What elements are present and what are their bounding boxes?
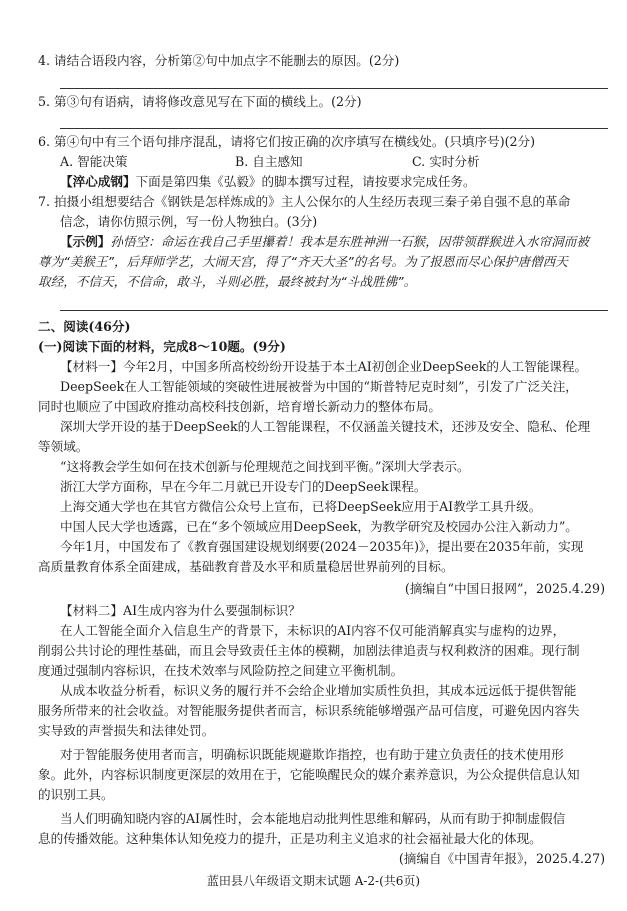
material-1-line: 今年1月，中国发布了《教育强国建设规划纲要(2024－2035年)》，提出要在2035年前，实现 (60, 539, 584, 554)
material-2-line: 息的传播效能。这种集体认知免疫力的提升，正是功利主义追求的社会福祉最大化的体现。 (38, 831, 542, 846)
source-1: (摘编自“中国日报网”，2025.4.29) (404, 581, 605, 596)
material-2-line: 的识别工具。 (38, 787, 114, 802)
task-line (60, 173, 476, 191)
material-1-line: 深圳大学开设的基于DeepSeek的人工智能课程，不仅涵盖关键技术，还涉及安全、隐私、伦理 (60, 419, 591, 434)
material-2-line: 从成本收益分析看，标识义务的履行并不会给企业增加实质性负担，其成本远远低于提供智能 (60, 683, 577, 698)
subsection-1-heading: (一)阅读下面的材料，完成8～10题。(9分) (38, 339, 286, 354)
material-1-line: 同时也顺应了中国政府推动高校科技创新，培育增长新动力的整体布局。 (38, 399, 441, 414)
question-5: 5. 第③句有语病，请将修改意见写在下面的横线上。(2分) (38, 94, 362, 109)
material-2-line: 象。此外，内容标识制度更深层的效用在于，它能唤醒民众的媒介素养意识，为公众提供信息认知 (38, 767, 580, 782)
example-line3: 取经，不信天，不信命，敢斗，斗则必胜，最终被封为“斗战胜佛”。 (38, 274, 417, 289)
example-heading: 【示例】 (60, 234, 111, 249)
answer-line[interactable] (60, 128, 608, 129)
question-6: 6. 第④句中有三个语句排序混乱，请将它们按正确的次序填写在横线处。(只填序号)(2分) (38, 134, 536, 149)
material-1-line: 中国人民大学也透露，已在“多个领域应用DeepSeek，为教学研究及校园办公注入新动力”。 (60, 519, 578, 534)
section-2-heading: 二、阅读(46分) (38, 319, 131, 334)
material-1-line: 高质量教育体系全面建成，基础教育普及水平和质量稳居世界前列的目标。 (38, 559, 454, 574)
question-7-line1: 7. 拍摄小组想要结合《钢铁是怎样炼成的》主人公保尔的人生经历表现三秦子弟自强不息的革命 (38, 194, 571, 209)
answer-line[interactable] (60, 88, 608, 89)
example-text: 孙悟空：命运在我自己手里攥着！我本是东胜神洲一石猴，因带领群猴进入水帘洞而被 (110, 234, 589, 249)
material-2-line: 服务所带来的社会收益。对智能服务提供者而言，标识系统能够增强产品可信度，可避免因内容失 (38, 703, 580, 718)
question-4: 4. 请结合语段内容，分析第②句中加点字不能删去的原因。(2分) (38, 53, 400, 68)
material-2-line: 在人工智能全面介入信息生产的背景下，未标识的AI内容不仅可能消解真实与虚构的边界， (60, 623, 566, 638)
page-footer: 蓝田县八年级语文期末试题 A-2-(共6页) (206, 874, 421, 888)
material-2-line: 度通过强制内容标识，在技术效率与风险防控之间建立平衡机制。 (38, 663, 404, 678)
answer-line[interactable] (60, 310, 608, 311)
example-line1 (60, 233, 589, 251)
material-1-line: 上海交通大学也在其官方微信公众号上宣布，已将DeepSeek应用于AI教学工具升级。 (60, 499, 542, 514)
option-c: C. 实时分析 (412, 154, 480, 169)
option-a: A. 智能决策 (60, 154, 128, 169)
material-1-line: 【材料一】今年2月，中国多所高校纷纷开设基于本土AI初创企业DeepSeek的人工智能课程。 (60, 359, 588, 374)
question-7-line2: 信念，请你仿照示例，写一份人物独白。(3分) (60, 214, 318, 229)
material-2-line: 对于智能服务使用者而言，明确标识既能规避欺诈指控，也有助于建立负责任的技术使用形 (60, 747, 564, 762)
source-2: (摘编自《中国青年报》，2025.4.27) (398, 851, 605, 866)
option-b: B. 自主感知 (235, 154, 303, 169)
material-1-line: 浙江大学方面称，早在今年二月就已开设专门的DeepSeek课程。 (60, 479, 427, 494)
example-line2: 尊为“美猴王”，后拜师学艺，大闹天宫，得了“齐天大圣”的名号。为了报恩而尽心保护唐僧西天 (38, 254, 568, 269)
task-text: 下面是第四集《弘毅》的脚本撰写过程，请按要求完成任务。 (135, 174, 476, 189)
material-1-line: DeepSeek在人工智能领域的突破性进展被誉为中国的“斯普特尼克时刻”，引发了广泛关注， (60, 379, 578, 394)
material-1-line: “这将教会学生如何在技术创新与伦理规范之间找到平衡。”深圳大学表示。 (60, 459, 470, 474)
material-2-line: 【材料二】AI生成内容为什么要强制标识？ (60, 603, 301, 618)
material-2-line: 当人们明确知晓内容的AI属性时，会本能地启动批判性思维和解码，从而有助于抑制虚假信 (60, 811, 566, 826)
material-1-line: 等领域。 (38, 439, 89, 454)
material-2-line: 削弱公共讨论的理性基础，而且会导致责任主体的模糊，加剧法律追责与权利救济的困难。现行制 (38, 643, 580, 658)
material-2-line: 实导致的声誉损失和法律处罚。 (38, 723, 215, 738)
task-heading: 【淬心成钢】 (60, 174, 136, 189)
